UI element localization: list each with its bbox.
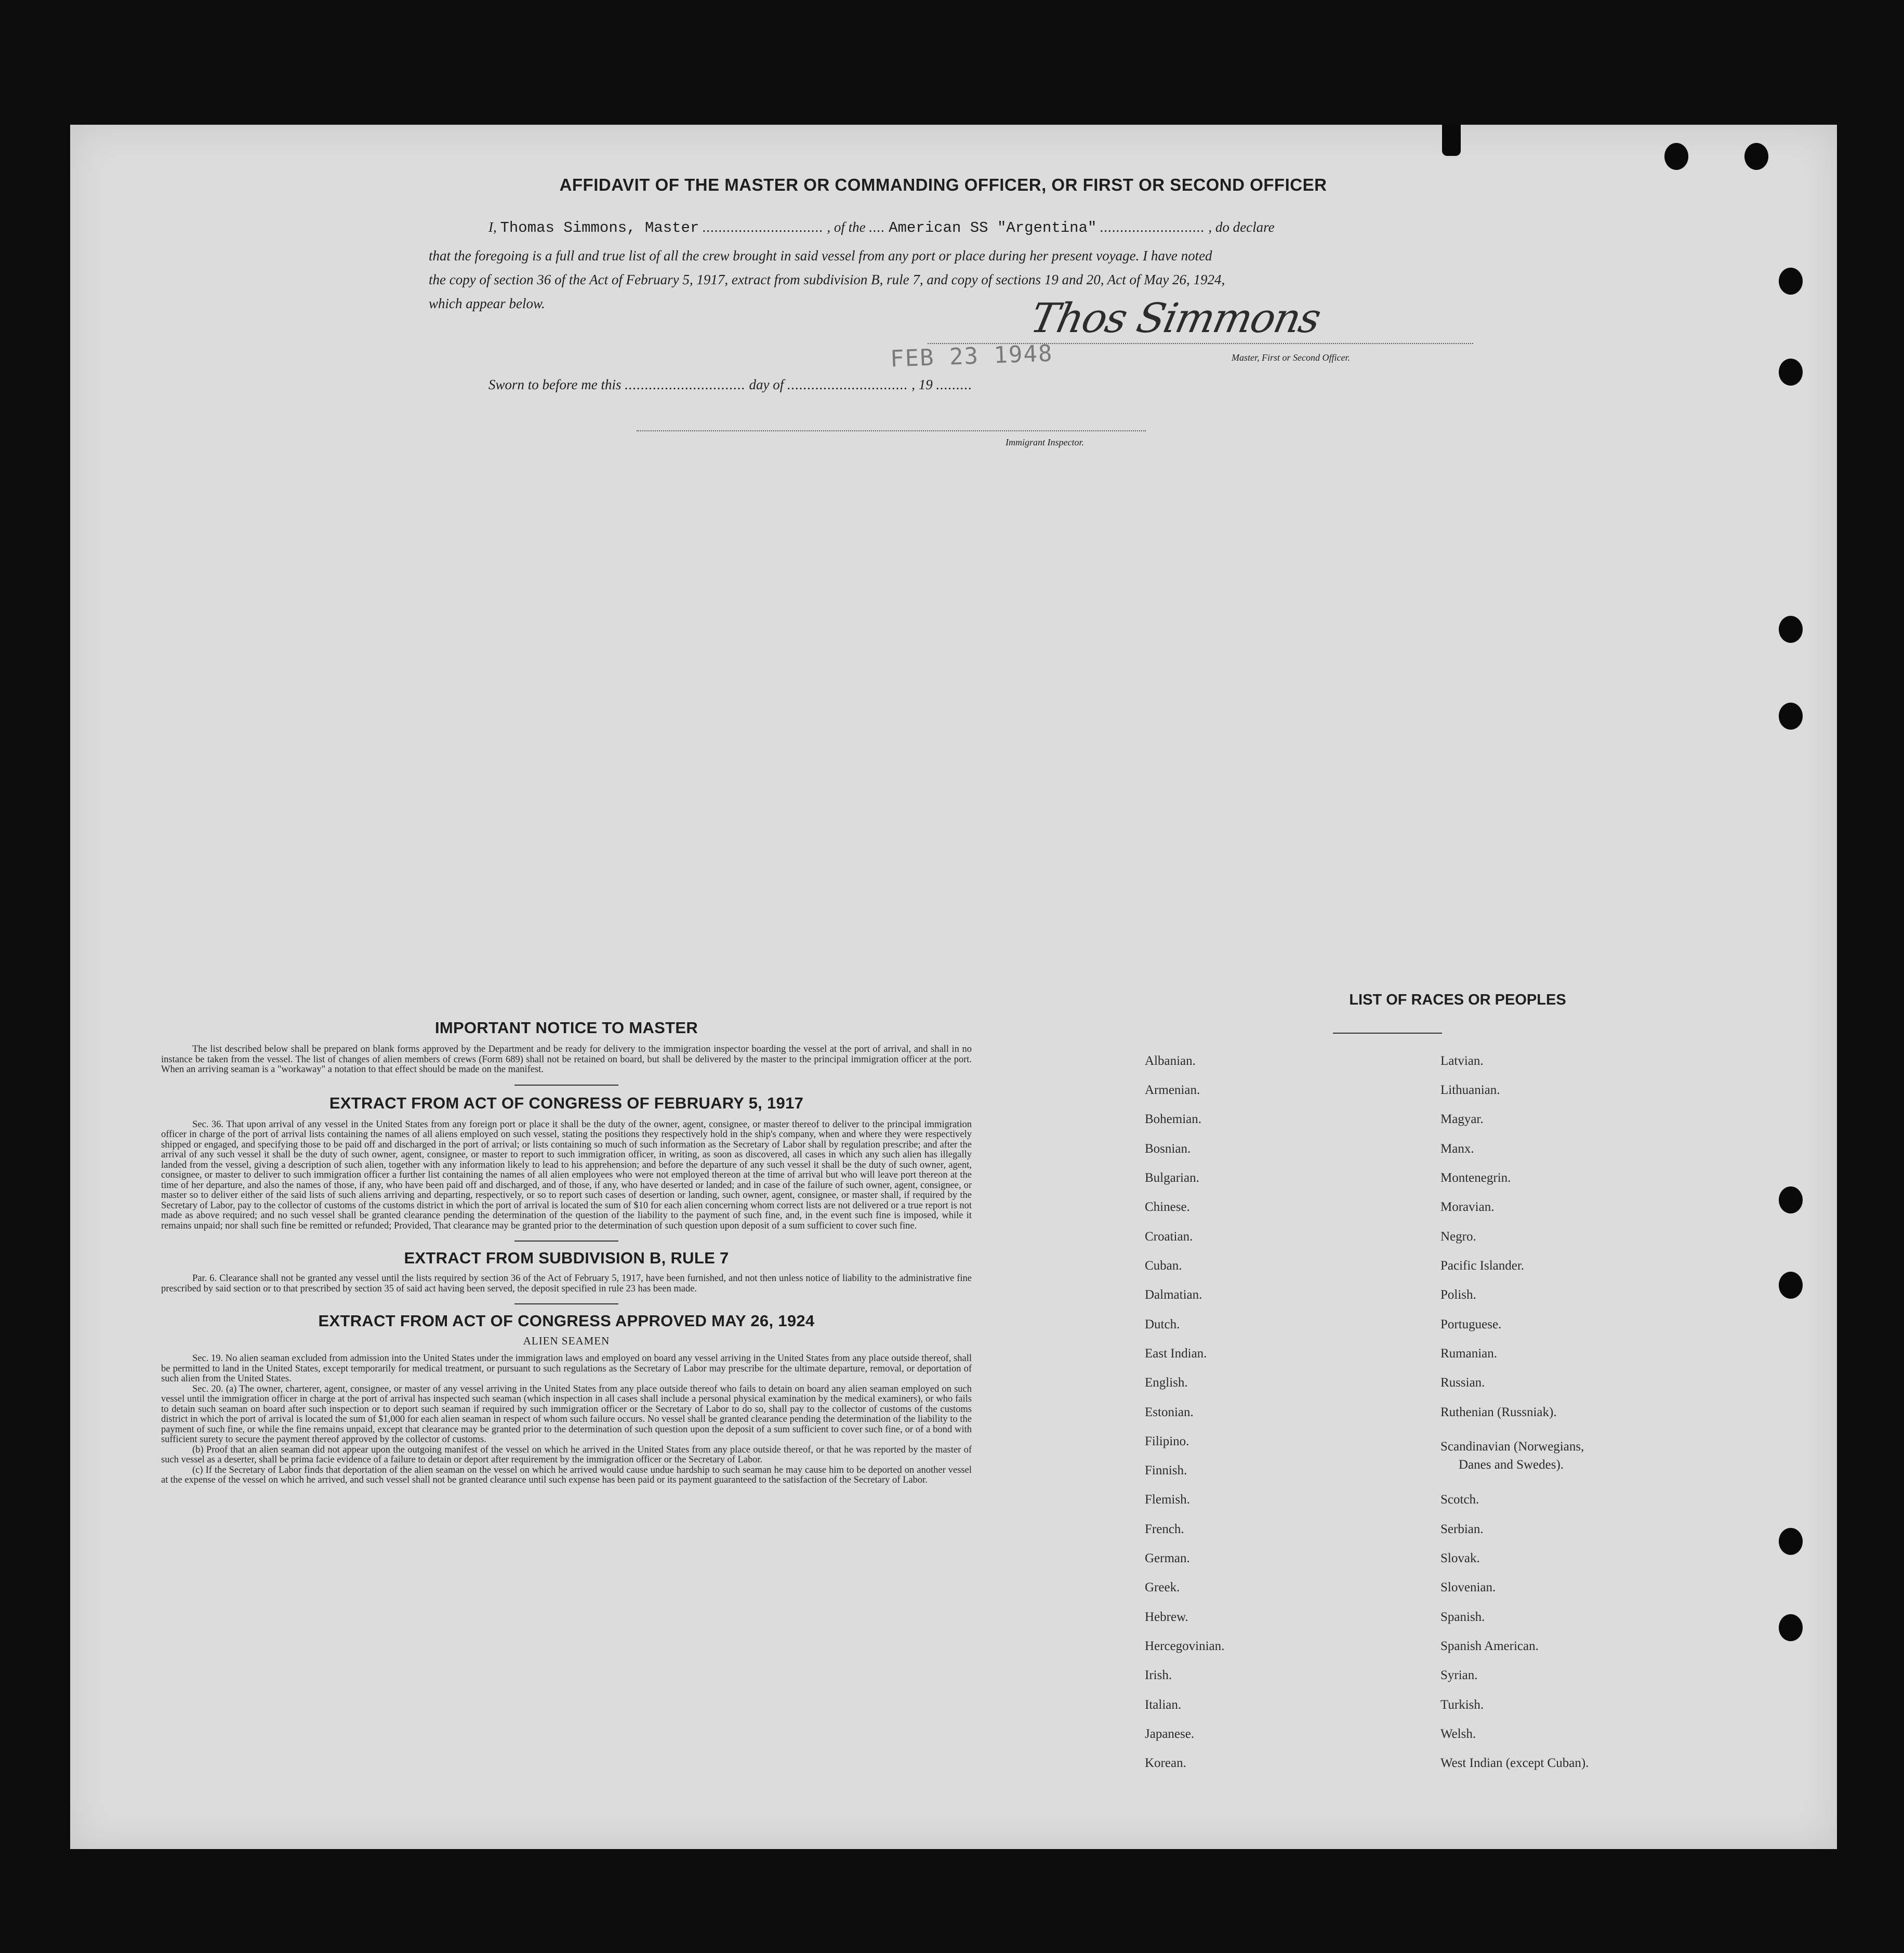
punch-hole bbox=[1779, 1528, 1803, 1555]
extract-1924-title: EXTRACT FROM ACT OF CONGRESS APPROVED MAY 26, 1924 bbox=[318, 1312, 815, 1330]
race-item: Danes and Swedes). bbox=[1459, 1458, 1564, 1472]
notices-column bbox=[161, 1019, 972, 1486]
race-item: Dutch. bbox=[1145, 1317, 1180, 1331]
signature-caption: Master, First or Second Officer. bbox=[1232, 352, 1350, 363]
punch-hole bbox=[1779, 1614, 1803, 1641]
race-item: Lithuanian. bbox=[1440, 1083, 1500, 1097]
extract-1917-title: EXTRACT FROM ACT OF CONGRESS OF FEBRUARY 5, 1917 bbox=[329, 1093, 804, 1112]
race-item: German. bbox=[1145, 1551, 1190, 1565]
sec20a-text: Sec. 20. (a) The owner, charterer, agent, consignee, or master of any vessel arriving in the United States from any place outside thereof who fails to detain on board any alien seaman employed on such vessel until the immigration officer in charge at the port of arrival has inspected such seaman (which inspection in all cases shall include a personal physical examination by the medical examiners), or who fails to detain such seaman on board after such inspection or to deport such seaman if required by such immigration officer or the Secretary of Labor to do so, shall pay to the collector of customs of the customs district in which the port of arrival is located the sum of $1,000 for each alien seaman in respect of whom such failure occurs. No vessel shall be granted clearance pending the determination of the liability to the payment of such fine, or while the fine remains unpaid, except that clearance may be granted prior to the determination of such question upon the deposit of a sum sufficient to cover such fine, or of a bond with sufficient surety to secure the payment thereof approved by the collector of customs. bbox=[161, 1383, 972, 1445]
declaration-body-4: which appear below. bbox=[429, 296, 545, 311]
punch-hole bbox=[1779, 703, 1803, 730]
race-item: Korean. bbox=[1145, 1756, 1186, 1770]
race-item: Manx. bbox=[1440, 1142, 1474, 1156]
race-item: Montenegrin. bbox=[1440, 1171, 1511, 1185]
race-item: Slovak. bbox=[1440, 1551, 1480, 1565]
punch-hole bbox=[1779, 1272, 1803, 1299]
section-divider bbox=[514, 1241, 618, 1242]
vessel-name: American SS "Argentina" bbox=[889, 219, 1097, 236]
race-item: Japanese. bbox=[1145, 1727, 1195, 1741]
sworn-day: day of bbox=[749, 377, 784, 392]
declaration-line: I, Thomas Simmons, Master .............................. , of the .... American SS "Argentina" .......................... , do declare bbox=[488, 219, 1275, 236]
punch-hole bbox=[1779, 1186, 1803, 1213]
race-item: Scandinavian (Norwegians, bbox=[1440, 1440, 1584, 1454]
punch-hole bbox=[1779, 359, 1803, 386]
rule7-title: EXTRACT FROM SUBDIVISION B, RULE 7 bbox=[404, 1249, 729, 1267]
race-item: Polish. bbox=[1440, 1288, 1476, 1302]
punch-hole bbox=[1779, 616, 1803, 643]
race-item: Slovenian. bbox=[1440, 1580, 1496, 1594]
race-item: Latvian. bbox=[1440, 1054, 1484, 1068]
declaration-middle: , of the bbox=[827, 219, 866, 235]
rule7-text: Par. 6. Clearance shall not be granted any vessel until the lists required by section 36 of the Act of February 5, 1917, have been furnished, and not then unless notice of liability to the administrative fine prescribed by said section or to that prescribed by section 35 of said act having been served, the deposit specified in rule 23 has been made. bbox=[161, 1273, 972, 1294]
section-divider bbox=[514, 1303, 618, 1304]
races-title: LIST OF RACES OR PEOPLES bbox=[1349, 992, 1566, 1008]
top-tab-mark bbox=[1442, 125, 1461, 156]
race-item: West Indian (except Cuban). bbox=[1440, 1756, 1589, 1770]
race-item: Finnish. bbox=[1145, 1463, 1187, 1477]
handwritten-signature: Thos Simmons bbox=[1026, 295, 1325, 342]
race-item: Dalmatian. bbox=[1145, 1288, 1202, 1302]
race-item: Albanian. bbox=[1145, 1054, 1196, 1068]
sworn-year: , 19 bbox=[911, 377, 933, 392]
declaration-body-3: the copy of section 36 of the Act of February 5, 1917, extract from subdivision B, rule 7, and copy of sections 19 and 20, Act of May 26, 1924, bbox=[429, 272, 1225, 287]
race-item: Estonian. bbox=[1145, 1405, 1194, 1419]
race-item: Armenian. bbox=[1145, 1083, 1200, 1097]
race-item: Portuguese. bbox=[1440, 1317, 1502, 1331]
race-item: Moravian. bbox=[1440, 1200, 1495, 1214]
race-item: Bohemian. bbox=[1145, 1112, 1202, 1126]
race-item: Welsh. bbox=[1440, 1727, 1476, 1741]
race-item: Rumanian. bbox=[1440, 1347, 1498, 1361]
race-item: Ruthenian (Russniak). bbox=[1440, 1405, 1557, 1419]
punch-hole bbox=[1779, 268, 1803, 295]
inspector-caption: Immigrant Inspector. bbox=[1006, 437, 1084, 447]
important-notice-title: IMPORTANT NOTICE TO MASTER bbox=[434, 1019, 698, 1037]
race-item: Negro. bbox=[1440, 1230, 1476, 1244]
race-item: Flemish. bbox=[1145, 1493, 1190, 1507]
race-item: Filipino. bbox=[1145, 1434, 1189, 1448]
declaration-suffix: , do declare bbox=[1208, 219, 1275, 235]
race-item: Syrian. bbox=[1440, 1668, 1478, 1682]
races-title-rule bbox=[1333, 1033, 1442, 1034]
race-item: Chinese. bbox=[1145, 1200, 1190, 1214]
master-name: Thomas Simmons, Master bbox=[500, 219, 699, 236]
date-stamp: FEB 23 1948 bbox=[890, 340, 1054, 373]
race-item: Croatian. bbox=[1145, 1230, 1193, 1244]
race-item: Russian. bbox=[1440, 1376, 1485, 1390]
race-item: Hercegovinian. bbox=[1145, 1639, 1225, 1653]
sec20c-text: (c) If the Secretary of Labor finds that deportation of the alien seaman on the vessel on which he arrived would cause undue hardship to such seaman he may cause him to be deported on another vessel at the expense of the vessel on which he arrived, and such vessel shall not be granted clearance until such expense has been paid or its payment guaranteed to the satisfaction of the Secretary of Labor. bbox=[161, 1464, 972, 1485]
alien-seamen-subtitle: ALIEN SEAMEN bbox=[523, 1335, 610, 1347]
sec19-text: Sec. 19. No alien seaman excluded from admission into the United States under the immigration laws and employed on board any vessel arriving in the United States from any place outside thereof, shall be permitted to land in the United States, except temporarily for medical treatment, or pursuant to such regulations as the Secretary of Labor may prescribe for the ultimate departure, removal, or deportation of such alien from the United States. bbox=[161, 1353, 972, 1384]
race-item: Spanish. bbox=[1440, 1610, 1485, 1624]
race-item: Magyar. bbox=[1440, 1112, 1484, 1126]
sec20b-text: (b) Proof that an alien seaman did not appear upon the outgoing manifest of the vessel on which he arrived in the United States from any place outside thereof, or that he was reported by the master of such vessel as a deserter, shall be prima facie evidence of a failure to detain or deport after requirement by the immigration officer or the Secretary of Labor. bbox=[161, 1444, 972, 1465]
punch-hole bbox=[1664, 143, 1688, 170]
affidavit-title: AFFIDAVIT OF THE MASTER OR COMMANDING OFFICER, OR FIRST OR SECOND OFFICER bbox=[559, 175, 1327, 194]
race-item: English. bbox=[1145, 1376, 1188, 1390]
race-item: French. bbox=[1145, 1522, 1184, 1536]
race-item: Hebrew. bbox=[1145, 1610, 1188, 1624]
race-item: Cuban. bbox=[1145, 1259, 1182, 1273]
document-page bbox=[70, 125, 1837, 1849]
race-item: East Indian. bbox=[1145, 1347, 1207, 1361]
race-item: Scotch. bbox=[1440, 1493, 1479, 1507]
race-item: Italian. bbox=[1145, 1698, 1182, 1712]
inspector-line bbox=[637, 430, 1146, 431]
race-item: Spanish American. bbox=[1440, 1639, 1539, 1653]
important-notice-text: The list described below shall be prepared on blank forms approved by the Department and be ready for delivery to the immigration inspector boarding the vessel at the port of arrival, and shall in no instance be taken from the vessel. The list of changes of alien members of crews (Form 689) shall not be retained on board, but shall be delivered by the master to the principal immigration officer at the port. When an arriving seaman is a "workaway" a notation to that effect should be made on the manifest. bbox=[161, 1044, 972, 1075]
race-item: Bosnian. bbox=[1145, 1142, 1191, 1156]
race-item: Pacific Islander. bbox=[1440, 1259, 1525, 1273]
punch-hole bbox=[1744, 143, 1768, 170]
race-item: Bulgarian. bbox=[1145, 1171, 1199, 1185]
sworn-prefix: Sworn to before me this bbox=[488, 377, 622, 392]
section-divider bbox=[514, 1085, 618, 1086]
sworn-line: Sworn to before me this .............................. day of .............................. , 19 ......... bbox=[488, 377, 973, 392]
race-item: Greek. bbox=[1145, 1580, 1180, 1594]
race-item: Turkish. bbox=[1440, 1698, 1484, 1712]
extract-1917-text: Sec. 36. That upon arrival of any vessel in the United States from any foreign port or place it shall be the duty of the owner, agent, consignee, or master thereof to deliver to the principal immigration officer in charge of the port of arrival lists containing the names of all aliens employed on such vessel, stating the positions they respectively hold in the ship's company, when and where they were respectively shipped or engaged, and specifying those to be paid off and discharged in the port of arrival; or lists containing so much of such information as the Secretary of Labor shall by regulation prescribe; and after the arrival of any such vessel it shall be the duty of such owner, agent, consignee, or master to report to such immigration officer, in writing, as soon as discovered, all cases in which any such alien has illegally landed from the vessel, giving a description of such alien, together with any information likely to lead to his apprehension; and before the departure of any such vessel it shall be the duty of such owner, agent, consignee, or master to deliver to such immigration officer a further list containing the names of all alien employees who were not employed thereon at the time of arrival but who will leave port thereon at the time of her departure, and also the names of those, if any, who have been paid off and discharged, and of those, if any, who have deserted or landed; and in case of the failure of such owner, agent, consignee, or master so to deliver either of the said lists of such aliens arriving and departing, respectively, or so to report such cases of desertion or landing, such owner, agent, consignee, or master shall, if required by the Secretary of Labor, pay to the collector of customs of the customs district in which the port of arrival is located the sum of $10 for each alien concerning whom correct lists are not delivered or a true report is not made as above required; and no such vessel shall be granted clearance pending the determination of the question of the liability to the payment of such fine, and, in the event such fine is imposed, while it remains unpaid; nor shall such fine be remitted or refunded; Provided, That clearance may be granted prior to the determination of such question upon deposit of a sum sufficient to cover such fine. bbox=[161, 1119, 972, 1231]
declaration-prefix: I, bbox=[488, 219, 497, 235]
declaration-body-2: that the foregoing is a full and true list of all the crew brought in said vessel from any port or place during her present voyage. I have noted bbox=[429, 248, 1212, 263]
race-item: Irish. bbox=[1145, 1668, 1172, 1682]
race-item: Serbian. bbox=[1440, 1522, 1484, 1536]
